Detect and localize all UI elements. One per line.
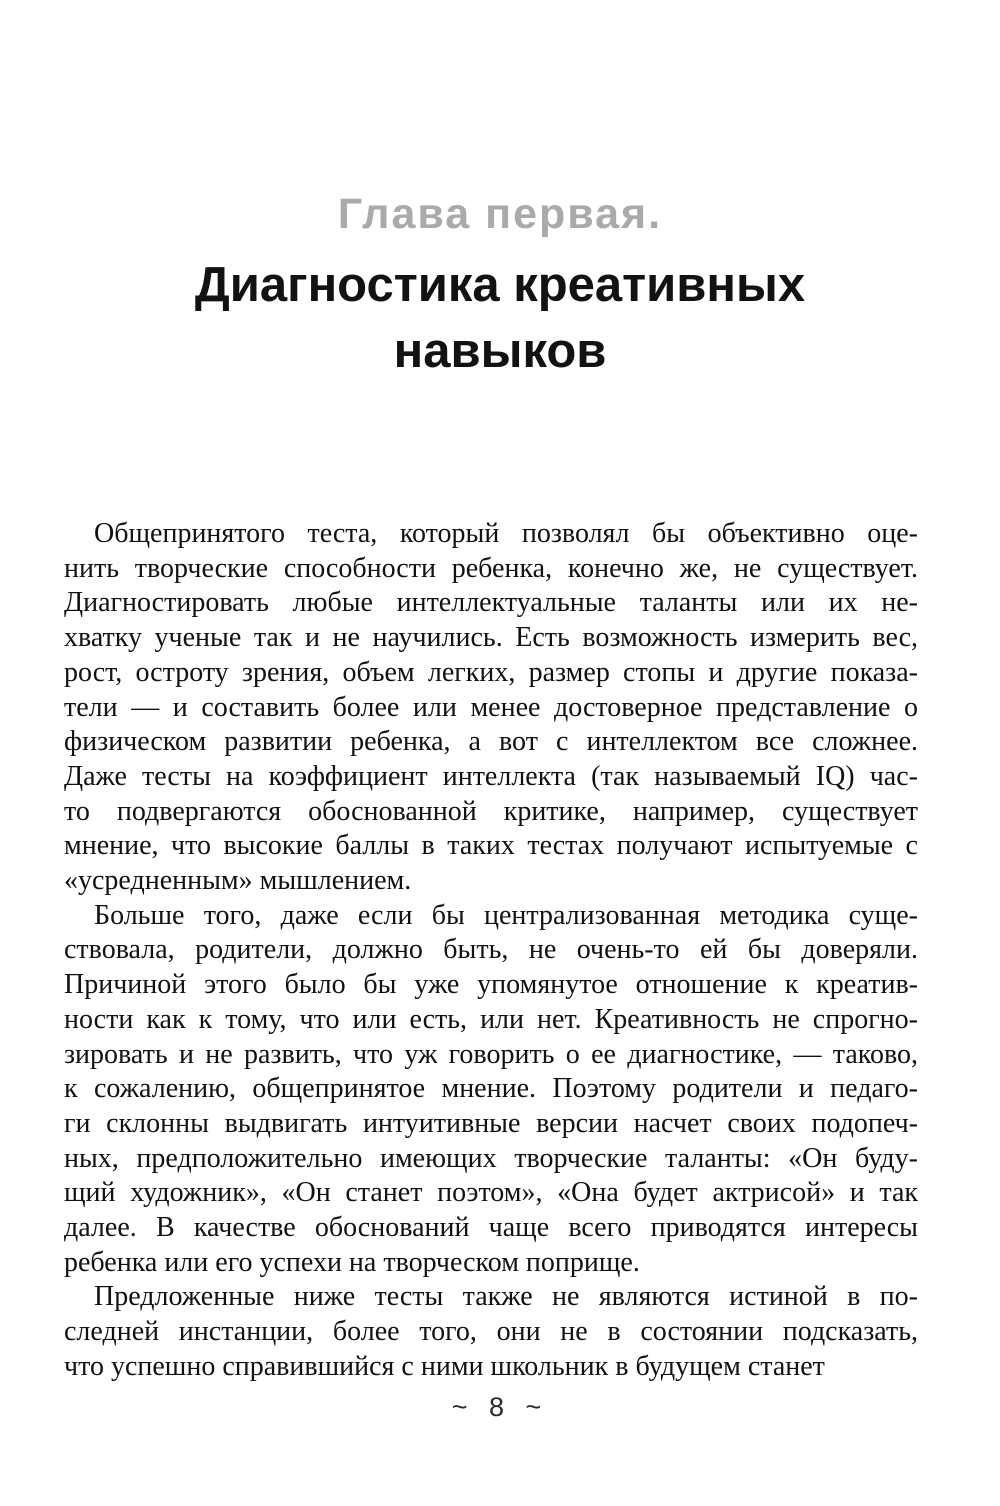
text-line: щий художник», «Он станет поэтом», «Она будет актрисой» и так <box>64 1177 918 1209</box>
text-line: хватку ученые так и не научились. Есть возможность измерить вес, <box>64 622 918 654</box>
text-line: следней инстанции, более того, они не в состоянии подсказать, <box>64 1316 918 1348</box>
text-line: Больше того, даже если бы централизованная методика суще- <box>94 899 918 931</box>
text-line: к сожалению, общепринятое мнение. Поэтому родители и педаго- <box>64 1073 918 1105</box>
chapter-title: Диагностика креативных навыков <box>194 258 806 378</box>
text-line: Причиной этого было бы уже упомянутое отношение к креатив- <box>64 969 918 1001</box>
text-line: ности как к тому, что или есть, или нет. Креативность не спрогно- <box>64 1003 918 1035</box>
text-line: Предложенные ниже тесты также не являются истиной в по- <box>94 1281 918 1313</box>
paragraph <box>64 899 918 1281</box>
text-line: что успешно справившийся с ними школьник в будущем станет <box>64 1350 825 1382</box>
text-line: «усредненным» мышлением. <box>64 865 412 897</box>
text-line: ных, предположительно имеющих творческие таланты: «Он буду- <box>64 1142 918 1174</box>
text-line: нить творческие способности ребенка, конечно же, не существует. <box>64 552 918 584</box>
text-line: ребенка или его успехи на творческом поприще. <box>64 1246 640 1278</box>
text-line: рост, остроту зрения, объем легких, размер стопы и другие показа- <box>64 656 918 688</box>
text-line: Диагностировать любые интеллектуальные таланты или их не- <box>64 587 918 619</box>
paragraph <box>64 1280 918 1384</box>
text-line: далее. В качестве обоснований чаще всего приводятся интересы <box>64 1212 918 1244</box>
text-line: физическом развитии ребенка, а вот с интеллектом все сложнее. <box>64 726 918 758</box>
text-line: то подвергаются обоснованной критике, например, существует <box>64 795 918 827</box>
text-line: мнение, что высокие баллы в таких тестах получают испытуемые с <box>64 830 918 862</box>
text-line: тели — и составить более или менее достоверное представление о <box>64 691 918 723</box>
body-text <box>64 517 918 1385</box>
text-line: зировать и не развить, что уж говорить о ее диагностике, — таково, <box>64 1038 918 1070</box>
chapter-label: Глава первая. <box>337 190 663 238</box>
page-number: ~ 8 ~ <box>451 1392 549 1422</box>
text-line: ствовала, родители, должно быть, не очень-то ей бы доверяли. <box>64 934 918 966</box>
text-line: ги склонны выдвигать интуитивные версии насчет своих подопеч- <box>64 1107 918 1139</box>
paragraph <box>64 517 918 899</box>
text-line: Даже тесты на коэффициент интеллекта (так называемый IQ) час- <box>64 760 918 792</box>
text-line: Общепринятого теста, который позволял бы объективно оце- <box>94 518 918 549</box>
